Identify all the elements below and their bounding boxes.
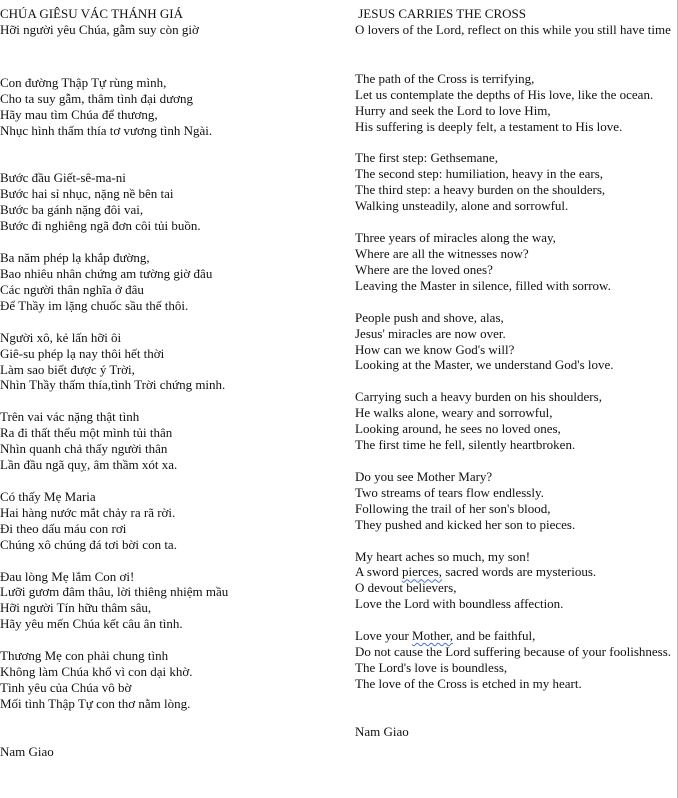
vietnamese-stanza-8 <box>0 648 330 712</box>
poem-line: Nhục hình thấm thía tơ vương tình Ngài. <box>0 122 213 138</box>
english-stanza-1 <box>355 71 673 135</box>
poem-line: Hãy mau tìm Chúa để thương, <box>0 106 158 122</box>
poem-line: The third step: a heavy burden on the shoulders, <box>355 182 606 198</box>
poem-line: Two streams of tears flow endlessly. <box>355 484 544 500</box>
poem-line: Love the Lord with boundless affection. <box>355 596 564 612</box>
poem-line: Các người thân nghĩa ở đâu <box>0 281 144 297</box>
english-stanza-3 <box>355 230 673 294</box>
poem-line: Con đường Thập Tự rùng mình, <box>0 74 167 90</box>
poem-line: Hỡi người Tín hữu thâm sâu, <box>0 600 152 616</box>
poem-line: Where are the loved ones? <box>355 261 493 277</box>
vietnamese-poem-column <box>0 6 330 760</box>
poem-line: He walks alone, weary and sorrowful, <box>355 405 553 421</box>
english-stanza-8 <box>355 628 673 692</box>
poem-line: The first time he fell, silently heartbroken. <box>355 437 576 453</box>
poem-line: Bước hai sỉ nhục, nặng nề bên tai <box>0 186 174 202</box>
vietnamese-stanza-7 <box>0 569 330 633</box>
english-poem-column <box>355 6 673 740</box>
poem-line: Đau lòng Mẹ lắm Con ơi! <box>0 568 135 584</box>
vietnamese-stanza-2 <box>0 170 330 234</box>
poem-line: Đi theo dấu máu con rơi <box>0 520 127 536</box>
english-title: JESUS CARRIES THE CROSS <box>355 6 526 21</box>
vietnamese-stanza-4 <box>0 330 330 394</box>
vietnamese-stanza-3 <box>0 250 330 314</box>
poem-line: My heart aches so much, my son! <box>355 548 531 564</box>
vietnamese-stanza-5 <box>0 409 330 473</box>
poem-line: How can we know God's will? <box>355 341 515 357</box>
poem-line: Trên vai vác nặng thật tình <box>0 409 140 425</box>
poem-line: The path of the Cross is terrifying, <box>355 70 535 86</box>
vietnamese-stanza-6 <box>0 489 330 553</box>
spellcheck-underlined-word[interactable]: pierces, <box>401 564 443 580</box>
poem-line: Leaving the Master in silence, filled with sorrow. <box>355 277 611 293</box>
vietnamese-author: Nam Giao <box>0 743 54 759</box>
poem-line: Không làm Chúa khổ vì con dại khờ. <box>0 664 193 680</box>
poem-line: Làm sao biết được ý Trời, <box>0 361 135 377</box>
poem-line: Cho ta suy gẫm, thâm tình đại dương <box>0 90 194 106</box>
poem-line: Để Thầy im lặng chuốc sầu thế thôi. <box>0 297 189 313</box>
poem-line: Jesus' miracles are now over. <box>355 325 506 341</box>
english-stanza-4 <box>355 310 673 374</box>
poem-line: They pushed and kicked her son to pieces. <box>355 516 576 532</box>
poem-line: Looking at the Master, we understand God's love. <box>355 357 614 373</box>
english-stanza-7 <box>355 549 673 613</box>
poem-line: Bước đầu Giết-sê-ma-ni <box>0 170 126 186</box>
poem-line: Tình yêu của Chúa vô bờ <box>0 680 132 695</box>
poem-line: Walking unsteadily, alone and sorrowful. <box>355 198 569 214</box>
english-author: Nam Giao <box>355 723 409 739</box>
poem-line <box>355 564 673 580</box>
poem-line: Ra đi thất thểu một mình tủi thân <box>0 425 173 441</box>
line-text: Love your <box>355 628 413 644</box>
poem-line: Lưỡi gươm đâm thâu, lời thiêng nhiệm mầu <box>0 584 229 600</box>
poem-line: The first step: Gethsemane, <box>355 150 498 166</box>
vietnamese-title: CHÚA GIÊSU VÁC THÁNH GIÁ <box>0 6 183 21</box>
poem-line: Bước đi nghiêng ngã đơn côi tủi buồn. <box>0 218 201 234</box>
line-text: A sword <box>355 564 402 580</box>
english-stanza-2 <box>355 150 673 214</box>
poem-line: The Lord's love is boundless, <box>355 660 508 675</box>
poem-line: His suffering is deeply felt, a testament to His love. <box>355 118 623 134</box>
poem-line: Lần đầu ngã quỵ, âm thầm xót xa. <box>0 457 178 473</box>
poem-line: Let us contemplate the depths of His love, like the ocean. <box>355 86 654 102</box>
poem-line: Mối tình Thập Tự con thơ nằm lòng. <box>0 695 191 711</box>
poem-line: Hãy yêu mến Chúa kết câu ân tình. <box>0 616 183 632</box>
poem-line: Looking around, he sees no loved ones, <box>355 421 561 437</box>
poem-line: Nhìn quanh chả thấy người thân <box>0 441 168 457</box>
vietnamese-subtitle: Hỡi người yêu Chúa, gẫm suy còn giờ <box>0 21 199 37</box>
english-stanza-6 <box>355 469 673 533</box>
line-text: and be faithful, <box>453 628 536 644</box>
poem-line: Do you see Mother Mary? <box>355 468 493 484</box>
poem-line: Thương Mẹ con phải chung tình <box>0 648 169 664</box>
poem-line: Hurry and seek the Lord to love Him, <box>355 102 551 118</box>
poem-line: Người xô, kẻ lấn hỡi ôi <box>0 329 122 345</box>
spellcheck-underlined-word[interactable]: Mother, <box>412 628 454 644</box>
poem-line: O devout believers, <box>355 580 457 596</box>
poem-line: Ba năm phép lạ khắp đường, <box>0 250 150 266</box>
poem-line: Giê-su phép lạ nay thôi hết thời <box>0 345 165 361</box>
poem-line: The love of the Cross is etched in my heart. <box>355 675 582 691</box>
poem-line: Có thấy Mẹ Maria <box>0 488 96 504</box>
poem-line: Carrying such a heavy burden on his shoulders, <box>355 389 602 405</box>
poem-line: Bước ba gánh nặng đôi vai, <box>0 202 144 218</box>
poem-line: Hai hàng nước mắt chảy ra rã rời. <box>0 504 176 520</box>
poem-line: Nhìn Thầy thấm thía,tình Trời chứng minh. <box>0 377 226 393</box>
poem-line: Chúng xô chúng đá tơi bời con ta. <box>0 536 177 552</box>
poem-line: The second step: humiliation, heavy in the ears, <box>355 166 604 182</box>
english-subtitle: O lovers of the Lord, reflect on this while you still have time <box>355 21 671 37</box>
poem-line: Do not cause the Lord suffering because of your foolishness. <box>355 644 672 660</box>
poem-line <box>355 628 673 644</box>
vietnamese-stanza-1 <box>0 75 330 139</box>
poem-line: Bao nhiêu nhân chứng am tường giờ đâu <box>0 265 213 281</box>
poem-line: Following the trail of her son's blood, <box>355 500 551 516</box>
english-stanza-5 <box>355 389 673 453</box>
line-text: sacred words are mysterious. <box>442 564 597 580</box>
poem-line: People push and shove, alas, <box>355 309 504 325</box>
poem-line: Three years of miracles along the way, <box>355 230 556 246</box>
poem-line: Where are all the witnesses now? <box>355 245 529 261</box>
